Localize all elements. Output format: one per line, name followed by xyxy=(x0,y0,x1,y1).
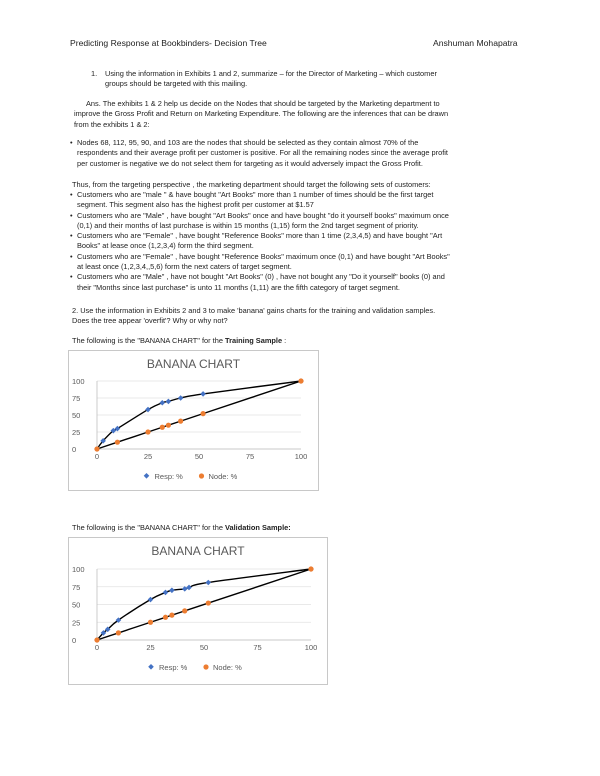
bullet-icon: • xyxy=(70,210,73,220)
list-item-line: per customer is negative we do not select them for targeting as it would adversely impact the Gross Profit. xyxy=(77,158,423,168)
question-2-line: 2. Use the information in Exhibits 2 and 3 to make 'banana' gains charts for the training and validation samples. xyxy=(72,306,436,315)
x-tick-label: 25 xyxy=(146,643,155,652)
list-item-line: Customers who are "Male" , have not bought "Art Books" (0) , have not bought any "Do it yourself" books (0) and xyxy=(77,272,445,282)
caption-bold: Validation Sample: xyxy=(224,523,291,532)
data-point-node xyxy=(94,637,99,642)
answer-line: Ans. The exhibits 1 & 2 help us decide on the Nodes that should be targeted by the Marketing department to xyxy=(86,99,440,108)
y-tick-label: 100 xyxy=(72,377,85,386)
list-item-line: at least once (1,2,3,4,,5,6) form the next caters of target segment. xyxy=(77,262,292,272)
data-point-node xyxy=(160,425,165,430)
data-point-node xyxy=(163,615,168,620)
caption-suffix: : xyxy=(282,336,287,345)
bullet-icon: • xyxy=(70,138,73,147)
question-1-number: 1. xyxy=(91,69,98,78)
data-point-node xyxy=(182,608,187,613)
question-1 xyxy=(105,69,545,90)
answer-line: improve the Gross Profit and Return on Marketing Expenditure. The following are the inferences that can be drawn xyxy=(74,109,449,119)
list-item xyxy=(70,210,547,232)
legend-marker-resp xyxy=(144,473,150,479)
x-tick-label: 100 xyxy=(304,643,318,652)
y-tick-label: 50 xyxy=(72,411,81,420)
y-tick-label: 75 xyxy=(72,582,81,592)
training-banana-chart xyxy=(69,351,318,490)
data-point-node xyxy=(308,566,313,571)
bullet-icon: • xyxy=(70,231,73,241)
legend-label-resp: Resp: % xyxy=(159,663,188,672)
data-point-node xyxy=(166,423,171,428)
list-item-line: their "Months since last purchase" is unto 11 months (1,11) are the fifth category of target segment. xyxy=(77,282,400,292)
data-point-node xyxy=(94,446,99,451)
y-tick-label: 25 xyxy=(72,618,81,628)
nodes-bullet xyxy=(70,138,547,169)
data-point-resp xyxy=(178,395,184,401)
bullet-icon: • xyxy=(70,251,73,261)
list-item-line: Customers who are "Female" , have bought "Reference Books" maximum once (0,1) and have bought "Art Books" xyxy=(77,251,450,261)
y-tick-label: 25 xyxy=(72,428,81,437)
document-header-title: Predicting Response at Bookbinders- Decision Tree xyxy=(70,38,267,48)
list-item-line: Books" at lease once (1,2,3,4) form the third segment. xyxy=(77,241,254,251)
training-chart-frame xyxy=(68,350,319,491)
validation-banana-chart xyxy=(69,538,327,684)
legend-label-node: Node: % xyxy=(208,472,238,481)
segment-list xyxy=(70,190,547,293)
answer-line: from the exhibits 1 & 2: xyxy=(74,119,150,129)
x-tick-label: 0 xyxy=(94,643,100,652)
list-item-line: respondents and their average profit per customer is positive. For all the remaining nodes since the average profit xyxy=(77,148,448,158)
y-tick-label: 0 xyxy=(72,445,77,454)
document-header-author: Anshuman Mohapatra xyxy=(433,38,518,48)
x-tick-label: 75 xyxy=(245,452,255,461)
question-2 xyxy=(72,306,542,327)
x-tick-label: 75 xyxy=(253,643,262,652)
validation-chart-frame xyxy=(68,537,328,685)
x-tick-label: 50 xyxy=(194,452,204,461)
data-point-node xyxy=(298,378,303,383)
data-point-node xyxy=(148,620,153,625)
x-tick-label: 25 xyxy=(143,452,153,461)
data-point-resp xyxy=(159,400,165,406)
caption-text: The following is the "BANANA CHART" for the xyxy=(72,523,225,532)
question-2-line: Does the tree appear 'overfit'? Why or why not? xyxy=(72,316,228,326)
validation-chart-caption xyxy=(72,523,291,533)
targeting-intro: Thus, from the targeting perspective , the marketing department should target the following sets of customers: xyxy=(72,180,431,189)
data-point-resp xyxy=(169,588,175,594)
list-item xyxy=(70,190,547,211)
x-tick-label: 0 xyxy=(94,452,100,461)
x-tick-label: 100 xyxy=(294,452,308,461)
list-item-line: Customers who are "Male" , have bought "Art Books" once and have bought "do it yourself books" maximum once xyxy=(77,210,449,220)
data-point-node xyxy=(200,411,205,416)
y-tick-label: 75 xyxy=(72,394,81,403)
y-tick-label: 0 xyxy=(72,636,77,645)
x-tick-label: 50 xyxy=(199,643,209,652)
chart-title: BANANA CHART xyxy=(151,544,245,558)
data-point-resp xyxy=(186,585,192,591)
bullet-icon: • xyxy=(70,190,73,199)
data-point-node xyxy=(206,600,211,605)
question-1-line: Using the information in Exhibits 1 and 2, summarize – for the Director of Marketing – which customer xyxy=(105,69,437,78)
list-item-line: (0,1) and their months of last purchase is within 15 months (1,15) form the 2nd target segment of priority. xyxy=(77,220,419,230)
legend-label-resp: Resp: % xyxy=(154,472,183,481)
y-tick-label: 100 xyxy=(72,565,85,574)
list-item-line: segment. This segment also has the highest profit per customer at $1.57 xyxy=(77,200,314,210)
list-item xyxy=(70,231,547,252)
caption-text: The following is the "BANANA CHART" for the xyxy=(72,336,225,345)
legend-marker-node xyxy=(203,664,208,669)
caption-bold: Training Sample xyxy=(224,336,283,345)
list-item xyxy=(70,272,547,293)
data-point-node xyxy=(178,419,183,424)
list-item-line: Nodes 68, 112, 95, 90, and 103 are the nodes that should be selected as they contain almost 70% of the xyxy=(77,138,419,147)
data-point-node xyxy=(115,440,120,445)
data-point-resp xyxy=(163,590,169,596)
bullet-icon: • xyxy=(70,272,73,282)
data-point-node xyxy=(145,429,150,434)
answer-intro xyxy=(74,99,544,130)
legend-marker-node xyxy=(199,473,204,478)
list-item xyxy=(70,138,547,169)
list-item-line: Customers who are "Female" , have bought "Reference Books" more than 1 time (2,3,4,5) and have bought "Art xyxy=(77,231,443,241)
y-tick-label: 50 xyxy=(72,600,81,610)
data-point-node xyxy=(116,630,121,635)
training-chart-caption xyxy=(72,336,286,346)
data-point-resp xyxy=(166,399,172,405)
data-point-resp xyxy=(200,391,206,397)
data-point-resp xyxy=(205,580,211,586)
chart-title: BANANA CHART xyxy=(146,357,241,371)
list-item xyxy=(70,251,547,273)
list-item-line: Customers who are "male " & have bought "Art Books" more than 1 number of times should be the first target xyxy=(77,190,434,199)
data-point-node xyxy=(169,613,174,618)
question-1-line: groups should be targeted with this mailing. xyxy=(105,79,248,89)
legend-marker-resp xyxy=(148,664,154,670)
legend-label-node: Node: % xyxy=(213,663,242,672)
